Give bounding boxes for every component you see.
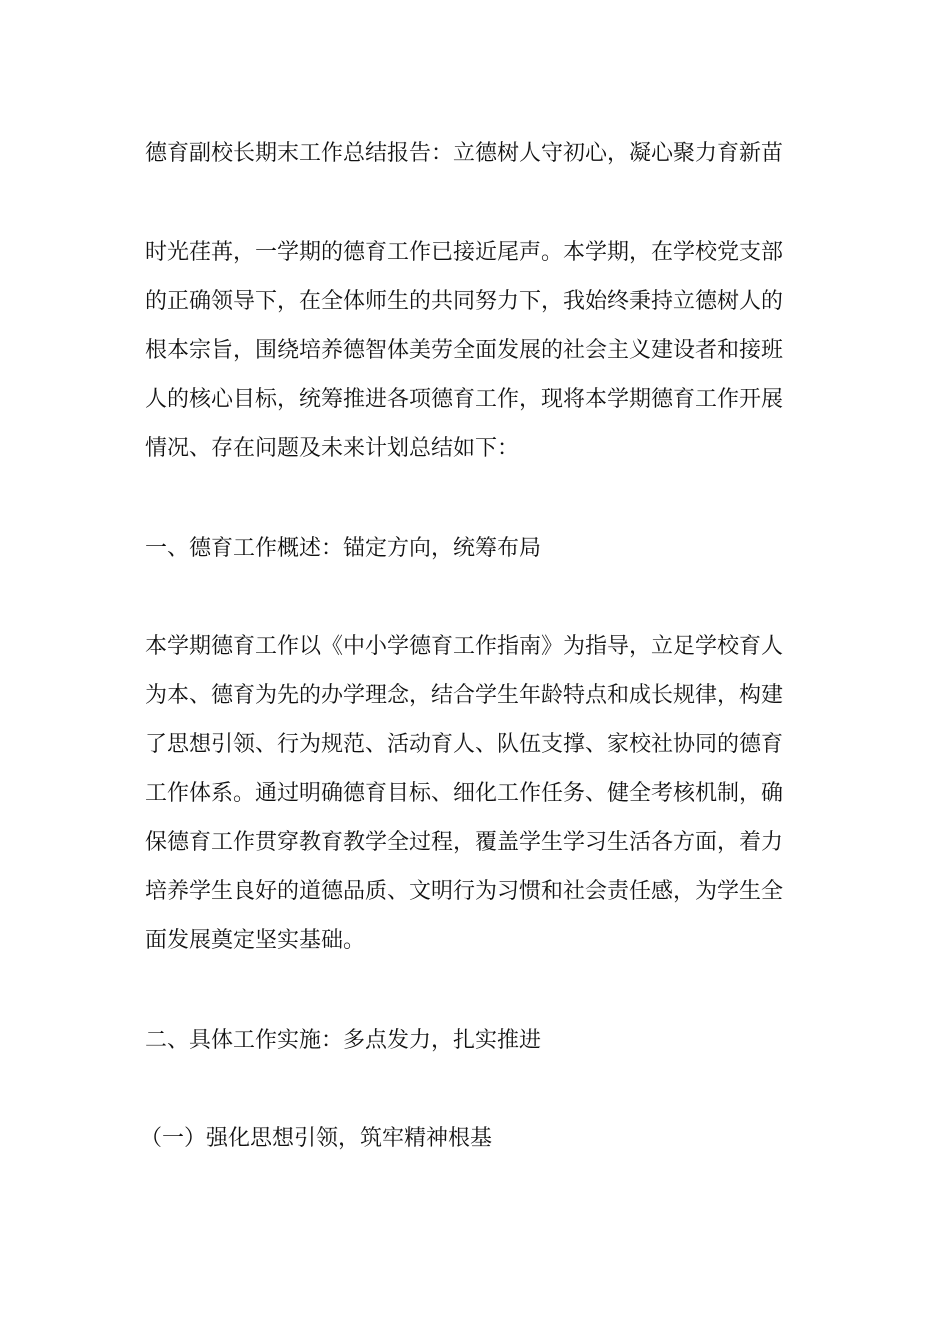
paragraph-line: 情况、存在问题及未来计划总结如下：: [145, 436, 520, 461]
section-heading-1: 一、德育工作概述：锚定方向，统筹布局: [145, 536, 542, 561]
paragraph-line: 为本、德育为先的办学理念，结合学生年龄特点和成长规律，构建: [145, 683, 784, 708]
paragraph-line: 培养学生良好的道德品质、文明行为习惯和社会责任感，为学生全: [145, 879, 784, 904]
section-heading-2: 二、具体工作实施：多点发力，扎实推进: [145, 1028, 542, 1053]
paragraph-line: 工作体系。通过明确德育目标、细化工作任务、健全考核机制，确: [145, 781, 784, 806]
paragraph-line: 保德育工作贯穿教育教学全过程，覆盖学生学习生活各方面，着力: [145, 830, 784, 855]
subsection-heading-2-1: （一）强化思想引领，筑牢精神根基: [140, 1126, 493, 1151]
paragraph-line: 人的核心目标，统筹推进各项德育工作，现将本学期德育工作开展: [145, 387, 784, 412]
intro-paragraph: [145, 228, 807, 473]
paragraph-line: 时光荏苒，一学期的德育工作已接近尾声。本学期，在学校党支部: [145, 240, 784, 265]
paragraph-line: 了思想引领、行为规范、活动育人、队伍支撑、家校社协同的德育: [145, 732, 784, 757]
paragraph-line: 本学期德育工作以《中小学德育工作指南》为指导，立足学校育人: [145, 634, 784, 659]
paragraph-line: 的正确领导下，在全体师生的共同努力下，我始终秉持立德树人的: [145, 289, 784, 314]
paragraph-line: 根本宗旨，围绕培养德智体美劳全面发展的社会主义建设者和接班: [145, 338, 784, 363]
document-title: 德育副校长期末工作总结报告：立德树人守初心，凝心聚力育新苗: [145, 141, 784, 166]
paragraph-line: 面发展奠定坚实基础。: [145, 928, 366, 953]
section-1-paragraph: [145, 622, 807, 965]
